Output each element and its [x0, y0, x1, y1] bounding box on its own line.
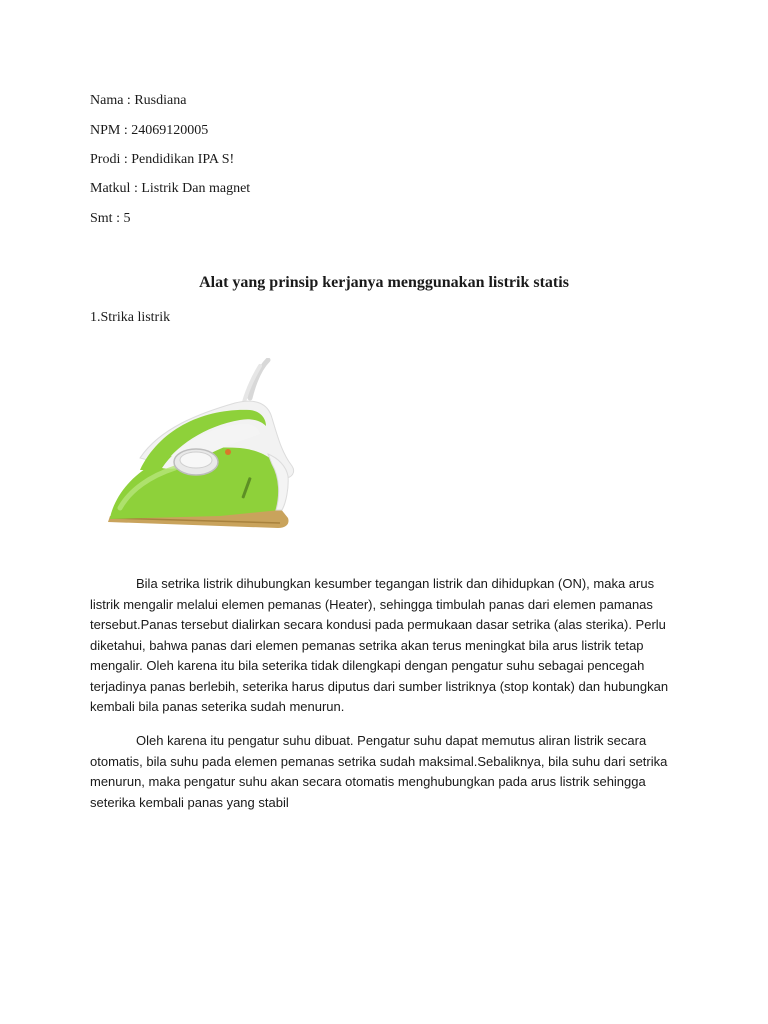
document-title: Alat yang prinsip kerjanya menggunakan listrik statis — [199, 274, 569, 291]
clothes-iron-photo — [100, 358, 305, 558]
semester: Smt : 5 — [90, 211, 131, 226]
paragraph-1: Bila setrika listrik dihubungkan kesumber tegangan listrik dan dihidupkan (ON), maka arus listrik mengalir melalui elemen pemanas (Heater), sehingga timbulah panas dari elemen pamanas tersebut.Panas tersebut dialirkan secara kondusi pada permukaan dasar setrika (alas sterika). Perlu diketahui, bahwa panas dari elemen pemanas setrika akan terus meningkat bila arus listrik tetap mengalir. Oleh karena itu bila seterika tidak dilengkapi dengan pengatur suhu sebagai pencegah terjadinya panas berlebih, seterika harus diputus dari sumber listriknya (stop kontak) dan hubungkan kembali bila panas seterika sudah menurun. — [90, 576, 669, 714]
student-npm: NPM : 24069120005 — [90, 123, 209, 138]
section-heading: 1.Strika listrik — [90, 310, 171, 325]
study-program: Prodi : Pendidikan IPA S! — [90, 152, 235, 167]
paragraph-2: Oleh karena itu pengatur suhu dibuat. Pengatur suhu dapat memutus aliran listrik secara otomatis, bila suhu pada elemen pemanas setrika sudah maksimal.Sebaliknya, bila suhu dari setrika menurun, maka pengatur suhu akan secara otomatis menghubungkan pada arus listrik sehingga seterika kembali panas yang stabil — [90, 733, 668, 810]
student-name: Nama : Rusdiana — [90, 93, 187, 108]
course-name: Matkul : Listrik Dan magnet — [90, 181, 251, 196]
